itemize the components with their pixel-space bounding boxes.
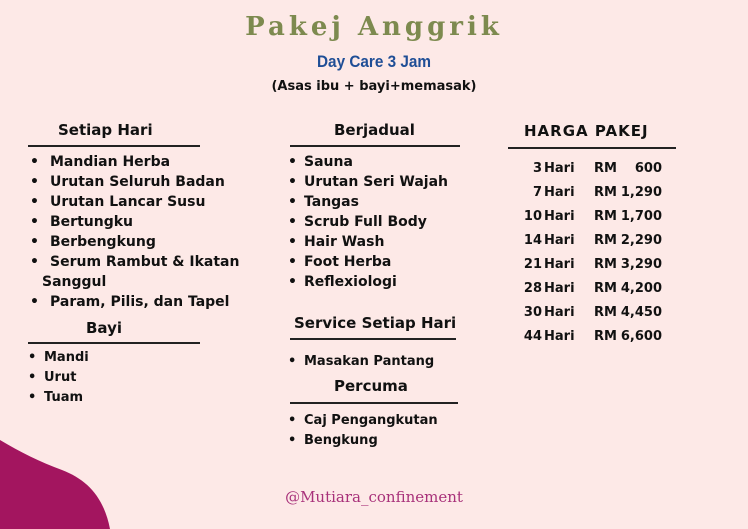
list-item: • Bertungku <box>26 212 256 232</box>
price-amount: 6,600 <box>620 329 662 344</box>
list-item: • Scrub Full Body <box>288 212 488 232</box>
price-unit: Hari <box>544 233 575 248</box>
list-item: • Masakan Pantang <box>288 352 488 372</box>
list-item: • Tuam <box>28 388 178 408</box>
decorative-wave <box>0 440 120 529</box>
price-days: 3 <box>532 161 542 176</box>
list-item: • Urutan Seri Wajah <box>288 172 488 192</box>
price-row <box>510 257 670 281</box>
price-row <box>510 185 670 209</box>
list-item: • Berbengkung <box>26 232 256 252</box>
harga-divider <box>508 147 676 149</box>
price-currency: RM <box>594 329 617 344</box>
price-days: 10 <box>523 209 542 224</box>
berjadual-heading: Berjadual <box>334 121 415 139</box>
setiap-hari-list <box>26 152 256 312</box>
price-days: 7 <box>532 185 542 200</box>
price-currency: RM <box>594 233 617 248</box>
list-item-continuation: Sanggul <box>42 274 107 290</box>
list-item: • Foot Herba <box>288 252 488 272</box>
berjadual-list <box>288 152 488 292</box>
price-row <box>510 233 670 257</box>
price-days: 30 <box>523 305 542 320</box>
price-days: 21 <box>523 257 542 272</box>
list-item: • Urutan Lancar Susu <box>26 192 256 212</box>
list-item: • Reflexiologi <box>288 272 488 292</box>
service-divider <box>290 338 456 340</box>
price-amount: 4,450 <box>620 305 662 320</box>
price-amount: 1,290 <box>620 185 662 200</box>
price-unit: Hari <box>544 161 575 176</box>
price-days: 28 <box>523 281 542 296</box>
price-unit: Hari <box>544 281 575 296</box>
list-item: • Param, Pilis, dan Tapel <box>26 292 256 312</box>
berjadual-divider <box>290 145 460 147</box>
percuma-divider <box>290 402 458 404</box>
setiap-hari-heading: Setiap Hari <box>58 121 153 139</box>
price-row <box>510 281 670 305</box>
price-unit: Hari <box>544 305 575 320</box>
bayi-divider <box>28 342 200 344</box>
list-item: • Mandian Herba <box>26 152 256 172</box>
harga-heading: HARGA PAKEJ <box>524 122 649 140</box>
package-note: (Asas ibu + bayi+memasak) <box>271 79 477 94</box>
service-list <box>288 352 488 372</box>
price-amount: 2,290 <box>620 233 662 248</box>
list-item: • Hair Wash <box>288 232 488 252</box>
price-unit: Hari <box>544 185 575 200</box>
price-amount: 3,290 <box>620 257 662 272</box>
footer-handle: @Mutiara_confinement <box>285 488 463 506</box>
service-heading: Service Setiap Hari <box>294 314 457 332</box>
bayi-list <box>28 348 178 408</box>
price-currency: RM <box>594 185 617 200</box>
price-currency: RM <box>594 257 617 272</box>
list-item: • Urut <box>28 368 178 388</box>
price-days: 44 <box>523 329 542 344</box>
price-currency: RM <box>594 209 617 224</box>
list-item: • Serum Rambut & Ikatan <box>26 252 256 272</box>
price-days: 14 <box>523 233 542 248</box>
price-amount: 1,700 <box>620 209 662 224</box>
price-currency: RM <box>594 305 617 320</box>
price-currency: RM <box>594 161 617 176</box>
price-row <box>510 329 670 353</box>
list-item: • Bengkung <box>288 431 488 451</box>
price-currency: RM <box>594 281 617 296</box>
price-row <box>510 305 670 329</box>
setiap-hari-divider <box>28 145 200 147</box>
list-item: • Mandi <box>28 348 178 368</box>
price-row <box>510 161 670 185</box>
price-amount: 4,200 <box>620 281 662 296</box>
percuma-heading: Percuma <box>334 377 408 395</box>
percuma-list <box>288 411 488 451</box>
list-item: • Sauna <box>288 152 488 172</box>
page-subtitle: Day Care 3 Jam <box>317 52 431 71</box>
price-unit: Hari <box>544 257 575 272</box>
price-unit: Hari <box>544 209 575 224</box>
bayi-heading: Bayi <box>86 319 123 337</box>
list-item: • Caj Pengangkutan <box>288 411 488 431</box>
price-unit: Hari <box>544 329 575 344</box>
list-item: • Tangas <box>288 192 488 212</box>
list-item: • Urutan Seluruh Badan <box>26 172 256 192</box>
price-row <box>510 209 670 233</box>
price-amount: 600 <box>634 161 662 176</box>
page-title: Pakej Anggrik <box>245 12 503 42</box>
